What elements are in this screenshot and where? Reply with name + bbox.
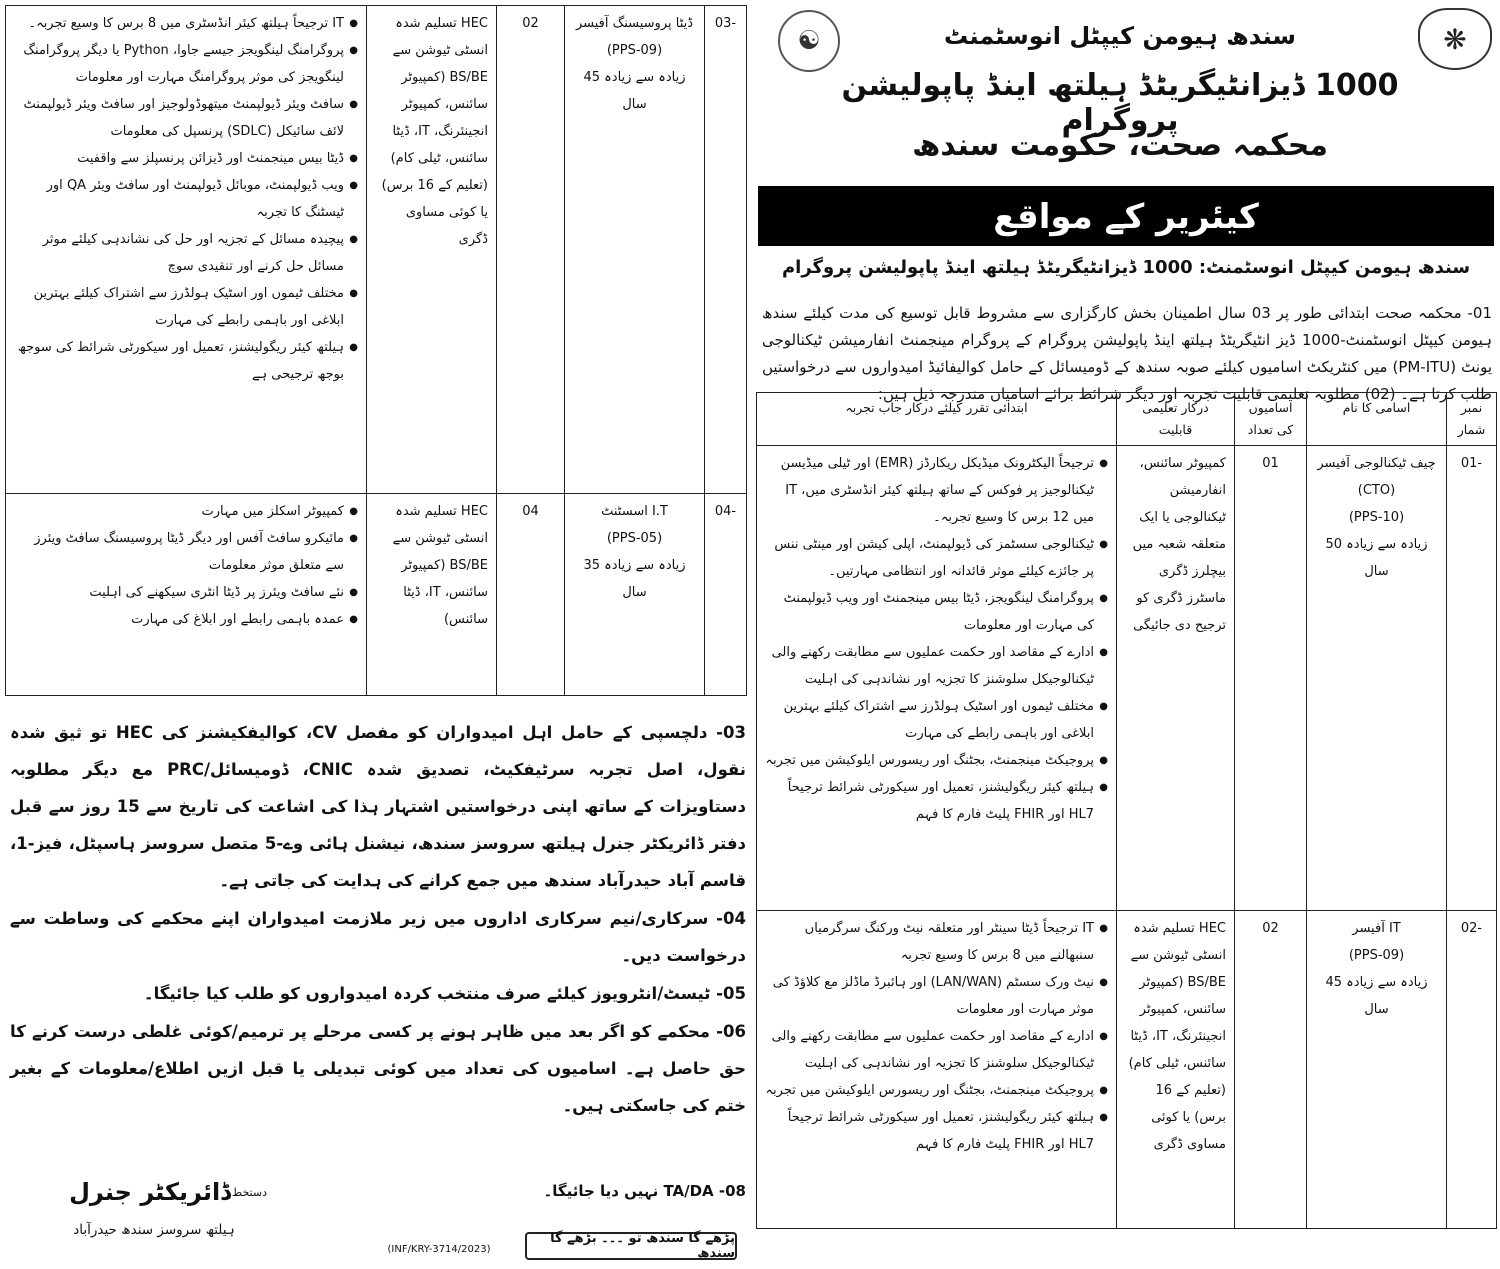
terms-clauses (10, 714, 746, 1125)
jobs-table-continued (5, 5, 747, 696)
jobs-table-main (756, 392, 1497, 1229)
job-count: 04 (497, 494, 565, 696)
job-position (1307, 911, 1447, 1229)
job-position (565, 494, 705, 696)
job-qualification: HEC تسلیم شدہ انسٹی ٹیوشن سے BS/BE (کمپیوٹر سائنس، IT، ڈیٹا سائنس) (367, 494, 497, 696)
reference-number: (INF/KRY-3714/2023) (387, 1244, 491, 1255)
experience-item: ● ادارے کے مقاصد اور حکمت عملیوں سے مطابقت رکھنے والی ٹیکنالوجیکل سلوشنز کا تجزیہ اور نشاندہی کی اہلیت (765, 1023, 1108, 1077)
job-serial: -04 (705, 494, 747, 696)
experience-item: ● مختلف ٹیموں اور اسٹیک ہولڈرز سے اشتراک کیلئے بہترین ابلاغی اور باہمی رابطے کی مہارت (14, 280, 358, 334)
header-qualification: درکار تعلیمی قابلیت (1117, 393, 1235, 446)
clause-05: 05- ٹیسٹ/انٹرویوز کیلئے صرف منتخب کردہ امیدواروں کو طلب کیا جائیگا۔ (143, 984, 746, 1003)
header-line-3: محکمہ صحت، حکومت سندھ (912, 128, 1328, 163)
health-program-logo-icon: ☯ (778, 10, 840, 72)
job-qualification: HEC تسلیم شدہ انسٹی ٹیوشن سے BS/BE (کمپیوٹر سائنس، کمپیوٹر انجینئرنگ، IT، ڈیٹا سائنس، ٹیلی کام) (تعلیم کے 16 برس) یا کوئی مساوی ڈگری (367, 6, 497, 494)
job-scale: (PPS-09) (1348, 948, 1405, 963)
experience-item: ● پروجیکٹ مینجمنٹ، بجٹنگ اور ریسورس ایلوکیشن میں تجربہ (765, 747, 1108, 774)
job-serial: -03 (705, 6, 747, 494)
job-age: زیادہ سے زیادہ 45 سال (1325, 975, 1428, 1017)
job-position (565, 6, 705, 494)
experience-item: ● پروگرامنگ لینگویجز جیسے جاوا، Python یا دیگر پروگرامنگ لینگویجز کی موثر پروگرامنگ مہارت اور معلومات (14, 37, 358, 91)
job-title: IT آفیسر (1352, 921, 1401, 936)
header-experience: ابتدائی تقرر کیلئے درکار جاب تجربہ (757, 393, 1117, 446)
experience-item: ● IT ترجیحاً ہیلتھ کیئر انڈسٹری میں 8 برس کا وسیع تجربہ۔ (14, 10, 358, 37)
signature-prefix: دستخط (232, 1186, 267, 1199)
job-experience (757, 446, 1117, 911)
header-line-2: 1000 ڈیزانٹیگریٹڈ ہیلتھ اینڈ پاپولیشن پروگرام (841, 68, 1399, 138)
experience-item: ● ویب ڈیولپمنٹ، موبائل ڈیولپمنٹ اور سافٹ ویئر QA اور ٹیسٹنگ کا تجربہ (14, 172, 358, 226)
table-row (6, 494, 747, 696)
table-row (6, 6, 747, 494)
job-title: ڈیٹا پروسیسنگ آفیسر (575, 16, 694, 31)
experience-item: ● ادارے کے مقاصد اور حکمت عملیوں سے مطابقت رکھنے والی ٹیکنالوجیکل سلوشنز کا تجزیہ اور نشاندہی کی اہلیت (765, 639, 1108, 693)
experience-item: ● پروجیکٹ مینجمنٹ، بجٹنگ اور ریسورس ایلوکیشن میں تجربہ (765, 1077, 1108, 1104)
experience-item: ● ٹیکنالوجی سسٹمز کی ڈیولپمنٹ، اپلی کیشن اور مینٹی ننس پر جائزے کیلئے موثر قائدانہ اور انتظامی مہارتیں۔ (765, 531, 1108, 585)
clause-08: 08- TA/DA نہیں دیا جائیگا۔ (543, 1182, 746, 1200)
job-age: زیادہ سے زیادہ 45 سال (583, 70, 686, 112)
job-age: زیادہ سے زیادہ 35 سال (583, 558, 686, 600)
job-age: زیادہ سے زیادہ 50 سال (1325, 537, 1428, 579)
job-experience (6, 6, 367, 494)
header-count: اسامیوں کی تعداد (1235, 393, 1307, 446)
director-general-title: ڈائریکٹر جنرل (69, 1178, 231, 1206)
program-subtitle: سندھ ہیومن کیپٹل انوسٹمنٹ: 1000 ڈیزانٹیگریٹڈ ہیلتھ اینڈ پاپولیشن پروگرام (781, 257, 1471, 278)
experience-item: ● نیٹ ورک سسٹم (LAN/WAN) اور ہائبرڈ ماڈلز مع کلاؤڈ کی موثر مہارت اور معلومات (765, 969, 1108, 1023)
experience-item: ● نئے سافٹ ویئرز پر ڈیٹا انٹری سیکھنے کی اہلیت (14, 579, 358, 606)
clause-03: 03- دلچسپی کے حامل اہل امیدواران کو مفصل CV، کوالیفکیشنز کی HEC تو ثیق شدہ نقول، اصل تجربہ سرٹیفکیٹ، تصدیق شدہ CNIC، ڈومیسائل/PRC مع دیگر مطلوبہ دستاویزات کے ساتھ اپنی درخواستیں اشتہار ہذا کی اشاعت کی تاریخ سے 15 روز سے قبل دفتر ڈائریکٹر جنرل ہیلتھ سروسز سندھ، نیشنل ہائی وے-5 متصل سروسز ہاسپٹل، فیز-1، قاسم آباد حیدرآباد سندھ میں جمع کرانے کی ہدایت کی جاتی ہے۔ (10, 723, 746, 890)
job-title: چیف ٹیکنالوجی آفیسر (1317, 456, 1436, 471)
clause-06: 06- محکمے کو اگر بعد میں ظاہر ہونے پر کسی مرحلے پر ترمیم/کوئی غلطی درست کرنے کا حق حاصل ہے۔ اسامیوں کی تعداد میں کوئی تبدیلی یا قبل ازیں اطلاع/معلومات کے بغیر ختم کی جاسکتی ہیں۔ (10, 1022, 746, 1115)
job-serial: -01 (1447, 446, 1497, 911)
job-count: 01 (1235, 446, 1307, 911)
job-count: 02 (1235, 911, 1307, 1229)
table-header-row (757, 393, 1497, 446)
job-experience (6, 494, 367, 696)
job-serial: -02 (1447, 911, 1497, 1229)
career-opportunities-banner: کیئریر کے مواقع (758, 186, 1494, 246)
clause-04: 04- سرکاری/نیم سرکاری اداروں میں زیر ملازمت امیدواران اپنے محکمے کی وساطت سے درخواست دیں۔ (10, 909, 746, 965)
job-scale: (PPS-09) (606, 43, 663, 58)
job-qualification: HEC تسلیم شدہ انسٹی ٹیوشن سے BS/BE (کمپیوٹر سائنس، کمپیوٹر انجینئرنگ، IT، ڈیٹا سائنس، ٹیلی کام) (تعلیم کے 16 برس) یا کوئی مساوی ڈگری (1117, 911, 1235, 1229)
header-position: اسامی کا نام (1307, 393, 1447, 446)
experience-item: ● مختلف ٹیموں اور اسٹیک ہولڈرز سے اشتراک کیلئے بہترین ابلاغی اور باہمی رابطے کی مہارت (765, 693, 1108, 747)
experience-item: ● سافٹ ویئر ڈیولپمنٹ میتھوڈولوجیز اور سافٹ ویئر ڈیولپمنٹ لائف سائیکل (SDLC) پرنسپل کی معلومات (14, 91, 358, 145)
sindh-government-emblem-icon: ❋ (1418, 8, 1492, 70)
job-position (1307, 446, 1447, 911)
experience-item: ● ہیلتھ کیئر ریگولیشنز، تعمیل اور سیکورٹی شرائط کی سوجھ بوجھ ترجیحی ہے (14, 334, 358, 388)
experience-item: ● ہیلتھ کیئر ریگولیشنز، تعمیل اور سیکورٹی شرائط ترجیحاً HL7 اور FHIR پلیٹ فارم کا فہم (765, 774, 1108, 828)
table-row (757, 911, 1497, 1229)
experience-item: ● IT ترجیحاً ڈیٹا سینٹر اور متعلقہ نیٹ ورکنگ سرگرمیاں سنبھالنے میں 8 برس کا وسیع تجربہ (765, 915, 1108, 969)
job-qualification: کمپیوٹر سائنس، انفارمیشن ٹیکنالوجی یا ایک متعلقہ شعبہ میں بیچلرز ڈگری ماسٹرز ڈگری کو ترجیح دی جائیگی (1117, 446, 1235, 911)
job-title: I.T اسسٹنٹ (601, 504, 668, 519)
header-line-1: سندھ ہیومن کیپٹل انوسٹمنٹ (944, 22, 1296, 50)
experience-item: ● عمدہ باہمی رابطے اور ابلاغ کی مہارت (14, 606, 358, 633)
job-count: 02 (497, 6, 565, 494)
header-serial: نمبر شمار (1447, 393, 1497, 446)
experience-item: ● کمپیوٹر اسکلز میں مہارت (14, 498, 358, 525)
job-code: (CTO) (1357, 483, 1396, 498)
experience-item: ● پیچیدہ مسائل کے تجزیہ اور حل کی نشاندہی کیلئے موثر مسائل حل کرنے اور تنقیدی سوچ (14, 226, 358, 280)
job-scale: (PPS-05) (606, 531, 663, 546)
experience-item: ● مائیکرو سافٹ آفس اور دیگر ڈیٹا پروسیسنگ سافٹ ویئرز سے متعلق موثر معلومات (14, 525, 358, 579)
experience-item: ● پروگرامنگ لینگویجز، ڈیٹا بیس مینجمنٹ اور ویب ڈیولپمنٹ کی مہارت اور معلومات (765, 585, 1108, 639)
job-experience (757, 911, 1117, 1229)
experience-item: ● ہیلتھ کیئر ریگولیشنز، تعمیل اور سیکورٹی شرائط ترجیحاً HL7 اور FHIR پلیٹ فارم کا فہم (765, 1104, 1108, 1158)
office-name: ہیلتھ سروسز سندھ حیدرآباد (73, 1222, 235, 1238)
experience-item: ● ترجیحاً الیکٹرونک میڈیکل ریکارڈز (EMR) اور ٹیلی میڈیسن ٹیکنالوجیز پر فوکس کے ساتھ ہیلتھ کیئر انڈسٹری میں، IT میں 12 برس کا وسیع تجربہ۔ (765, 450, 1108, 531)
intro-paragraph: 01- محکمہ صحت ابتدائی طور پر 03 سال اطمینان بخش کارگزاری سے مشروط قابل توسیع کی مدت کیلئے سندھ ہیومن کیپٹل انوسٹمنٹ-1000 ڈیز انٹیگریٹڈ ہیلتھ اینڈ پاپولیشن پروگرام کے پروگرام مینجمنٹ انفارمیشن ٹیکنالوجی یونٹ (PM-ITU) میں کنٹریکٹ اسامیوں کیلئے صوبہ سندھ کے ڈومیسائل کے حامل کوالیفائیڈ امیدواروں سے درخواستیں طلب کرتا ہے۔ (02) مطلوبہ تعلیمی قابلیت تجربہ اور دیگر شرائط برائے اسامیاں مندرجہ ذیل ہیں: (762, 304, 1492, 403)
table-row (757, 446, 1497, 911)
slogan-box: پڑھے گا سندھ تو ۔۔۔ بڑھے گا سندھ (525, 1232, 737, 1260)
experience-item: ● ڈیٹا بیس مینجمنٹ اور ڈیزائن پرنسپلز سے واقفیت (14, 145, 358, 172)
job-scale: (PPS-10) (1348, 510, 1405, 525)
